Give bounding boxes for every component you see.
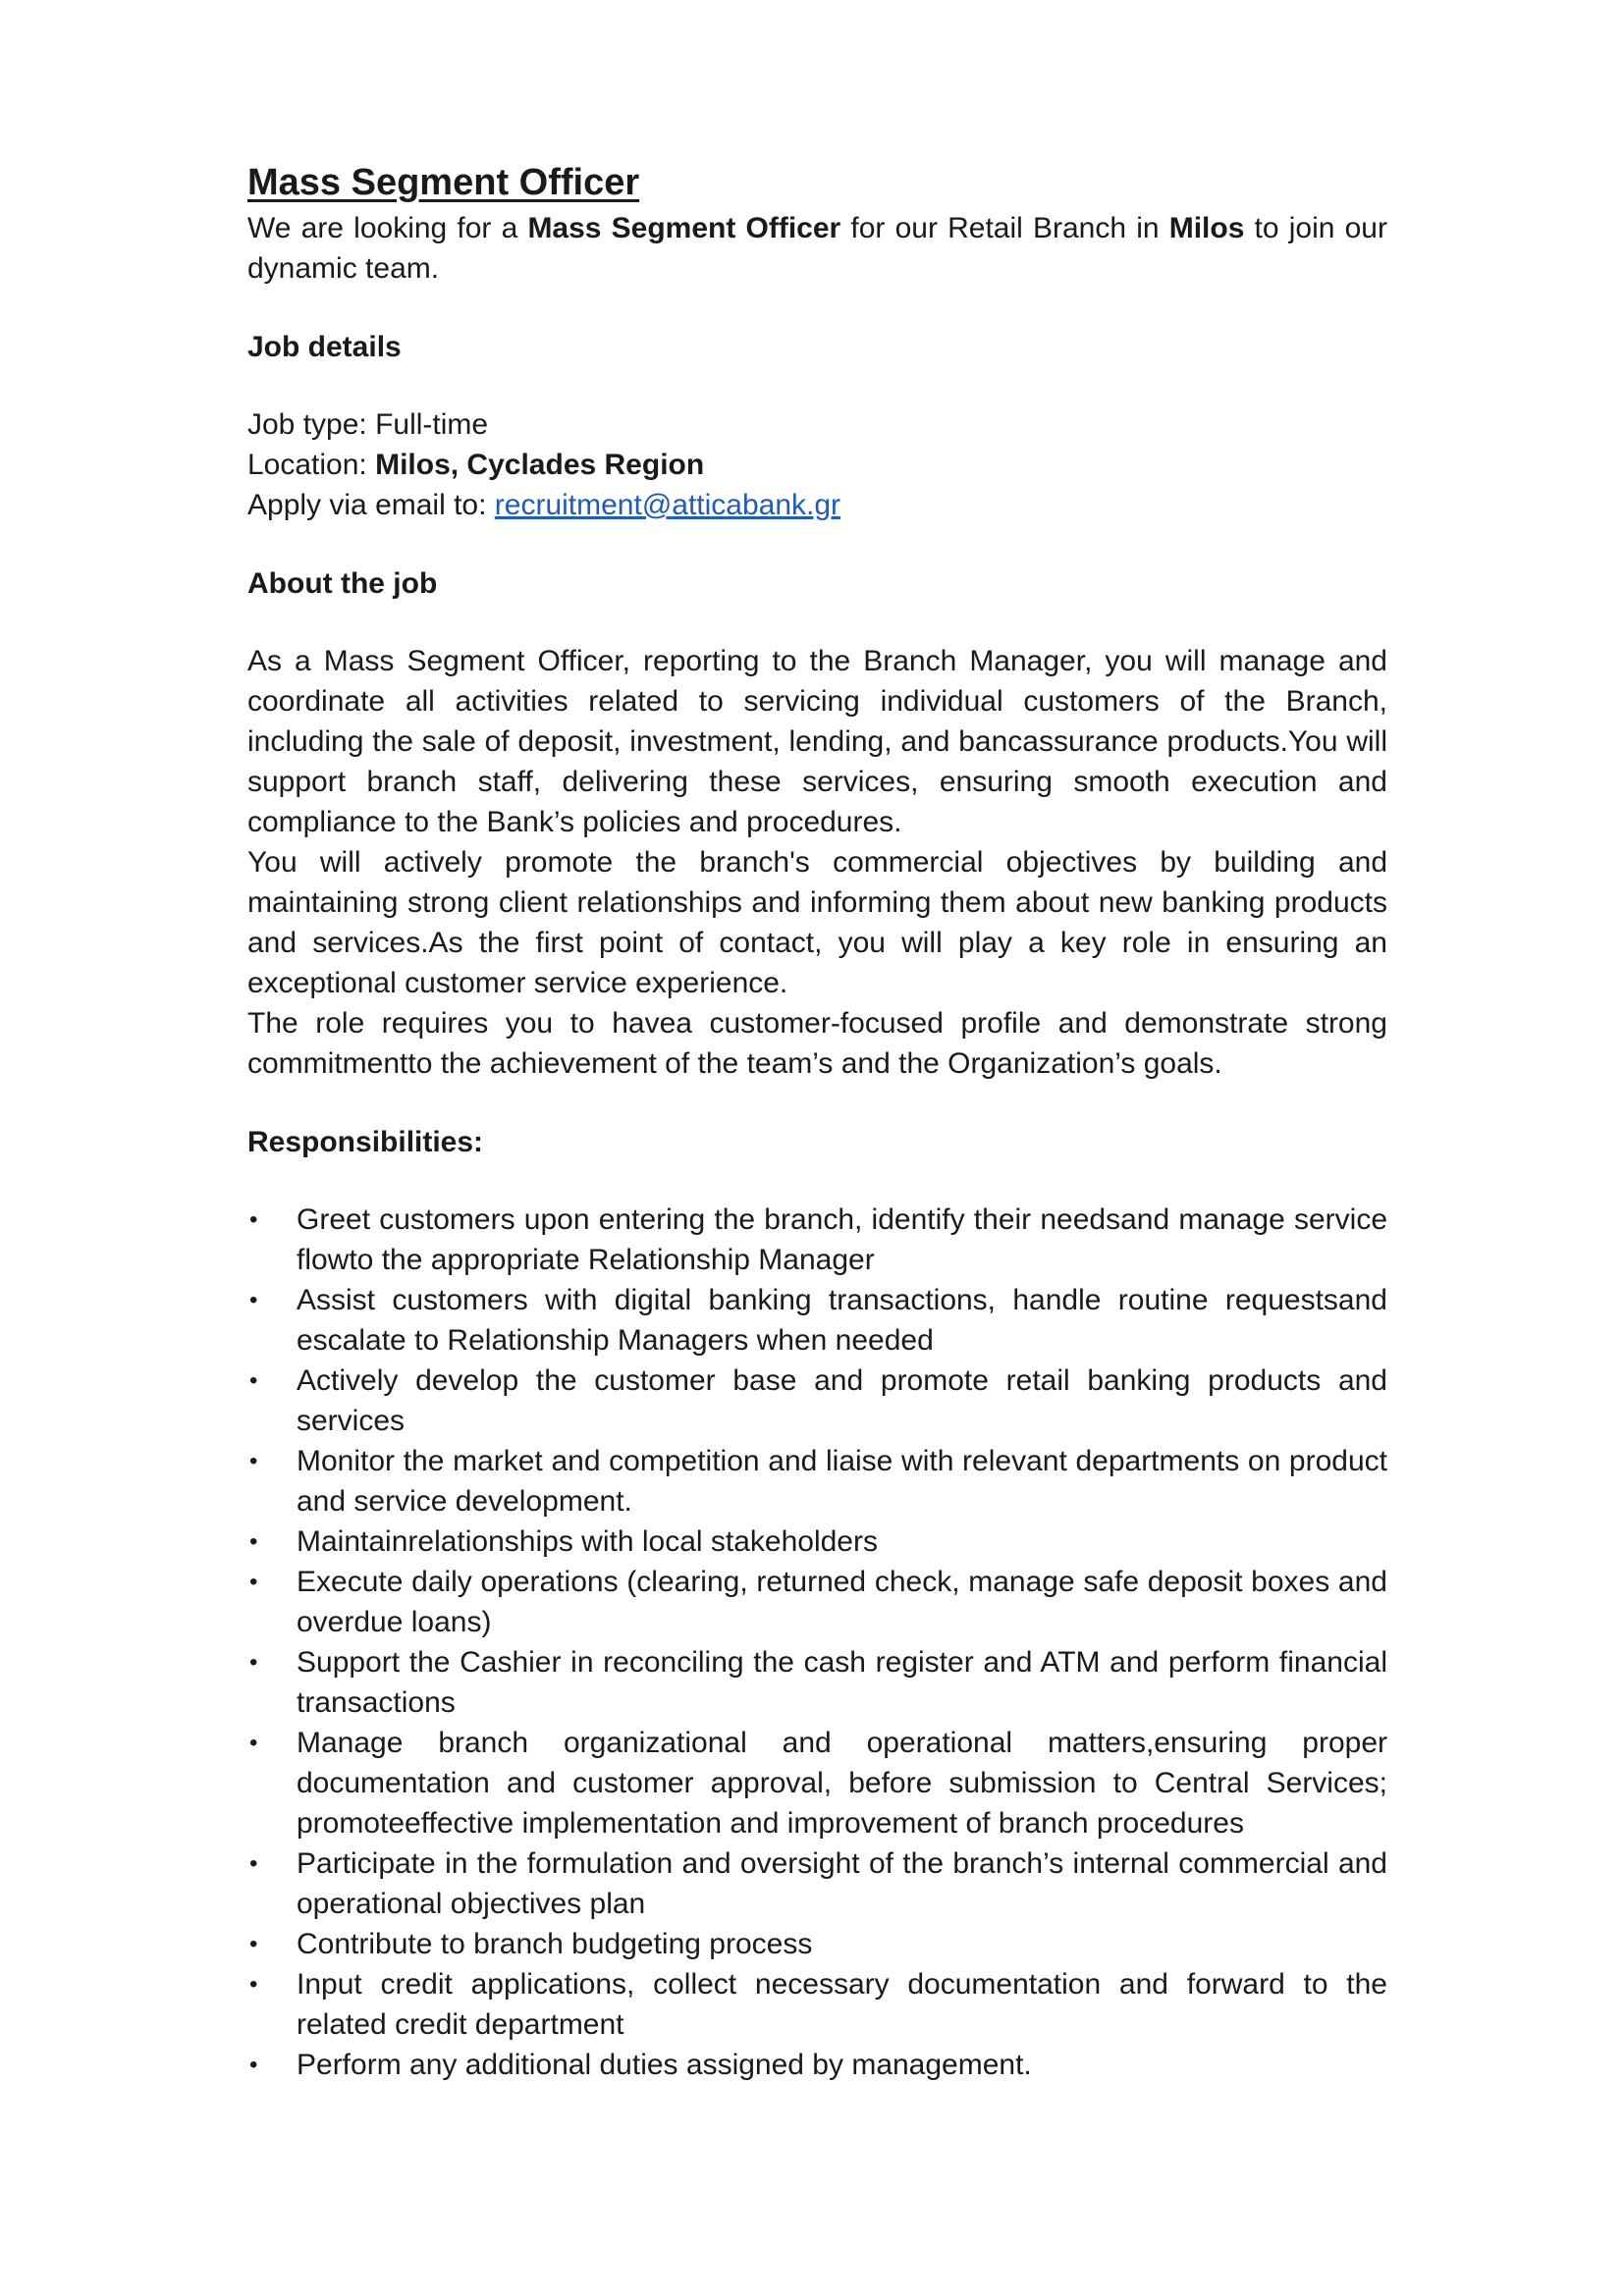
list-item-text: Contribute to branch budgeting process [297, 1928, 813, 1960]
list-item-text: Perform any additional duties assigned by management. [297, 2049, 1032, 2081]
bullet-icon: • [249, 1528, 258, 1555]
bullet-icon: • [249, 1730, 258, 1756]
bullet-icon: • [249, 1569, 258, 1595]
list-item-text: Manage branch organizational and operational matters,ensuring proper documentation and customer approval, before submission to Central Services; promoteeffective implementation and improvement of branch procedures [297, 1727, 1387, 1840]
list-item [247, 1924, 1387, 1964]
job-type-line [247, 404, 1387, 445]
intro-text-3: to join our dynamic team. [247, 212, 1387, 285]
bullet-icon: • [249, 1850, 258, 1877]
bullet-icon: • [249, 1367, 258, 1394]
location-label: Location: [247, 449, 376, 481]
list-item [247, 1361, 1387, 1441]
intro-text-1: We are looking for a [247, 212, 528, 244]
list-item [247, 1280, 1387, 1361]
bullet-icon: • [249, 1287, 258, 1313]
job-details-heading: Job details [247, 331, 402, 363]
apply-line [247, 485, 1387, 525]
list-item-text: Monitor the market and competition and liaise with relevant departments on product and service development. [297, 1445, 1387, 1518]
intro-role: Mass Segment Officer [527, 212, 841, 244]
job-type-value: Full-time [375, 408, 489, 441]
bullet-icon: • [249, 2052, 258, 2078]
bullet-icon: • [249, 1448, 258, 1474]
apply-label: Apply via email to: [247, 489, 495, 521]
location-value: Milos, Cyclades Region [375, 449, 705, 481]
list-item [247, 1843, 1387, 1924]
list-item-text: Execute daily operations (clearing, returned check, manage safe deposit boxes and overdue loans) [297, 1566, 1387, 1638]
list-item-text: Support the Cashier in reconciling the cash register and ATM and perform financial transactions [297, 1646, 1387, 1719]
intro-paragraph [247, 208, 1387, 289]
intro-text-2: for our Retail Branch in [840, 212, 1169, 244]
list-item-text: Greet customers upon entering the branch, identify their needsand manage service flowto the appropriate Relationship Manager [297, 1203, 1387, 1276]
intro-place: Milos [1168, 212, 1245, 244]
responsibilities-heading: Responsibilities: [247, 1126, 484, 1158]
about-paragraph-2: You will actively promote the branch's commercial objectives by building and maintaining strong client relationships and informing them about new banking products and services.As the first point of contact, you will play a key role in ensuring an exceptional customer service experience. [247, 846, 1387, 999]
bullet-icon: • [249, 1931, 258, 1957]
list-item-text: Participate in the formulation and oversight of the branch’s internal commercial and operational objectives plan [297, 1847, 1387, 1920]
bullet-icon: • [249, 1971, 258, 1998]
apply-email-link[interactable]: recruitment@atticabank.gr [494, 489, 841, 521]
list-item [247, 1964, 1387, 2045]
list-item [247, 1642, 1387, 1723]
list-item-text: Actively develop the customer base and promote retail banking products and services [297, 1364, 1387, 1437]
location-line [247, 445, 1387, 485]
job-type-label: Job type: [247, 408, 376, 441]
list-item [247, 1562, 1387, 1642]
list-item [247, 1200, 1387, 1280]
about-paragraph-3: The role requires you to havea customer-focused profile and demonstrate strong commitmentto the achievement of the team’s and the Organization’s goals. [247, 1007, 1387, 1080]
list-item [247, 2045, 1387, 2085]
bullet-icon: • [249, 1649, 258, 1676]
responsibilities-list [247, 1200, 1387, 2085]
about-heading: About the job [247, 567, 438, 600]
about-paragraph-1: As a Mass Segment Officer, reporting to the Branch Manager, you will manage and coordinate all activities related to servicing individual customers of the Branch, including the sale of deposit, investment, lending, and bancassurance products.You will support branch staff, delivering these services, ensuring smooth execution and compliance to the Bank’s policies and procedures. [247, 645, 1387, 838]
list-item [247, 1723, 1387, 1843]
list-item-text: Maintainrelationships with local stakeholders [297, 1525, 878, 1558]
list-item-text: Input credit applications, collect necessary documentation and forward to the related credit department [297, 1968, 1387, 2041]
job-posting-page [247, 157, 1387, 2085]
list-item [247, 1522, 1387, 1562]
list-item-text: Assist customers with digital banking transactions, handle routine requestsand escalate to Relationship Managers when needed [297, 1284, 1387, 1357]
bullet-icon: • [249, 1206, 258, 1233]
page-title: Mass Segment Officer [247, 162, 640, 203]
list-item [247, 1441, 1387, 1522]
